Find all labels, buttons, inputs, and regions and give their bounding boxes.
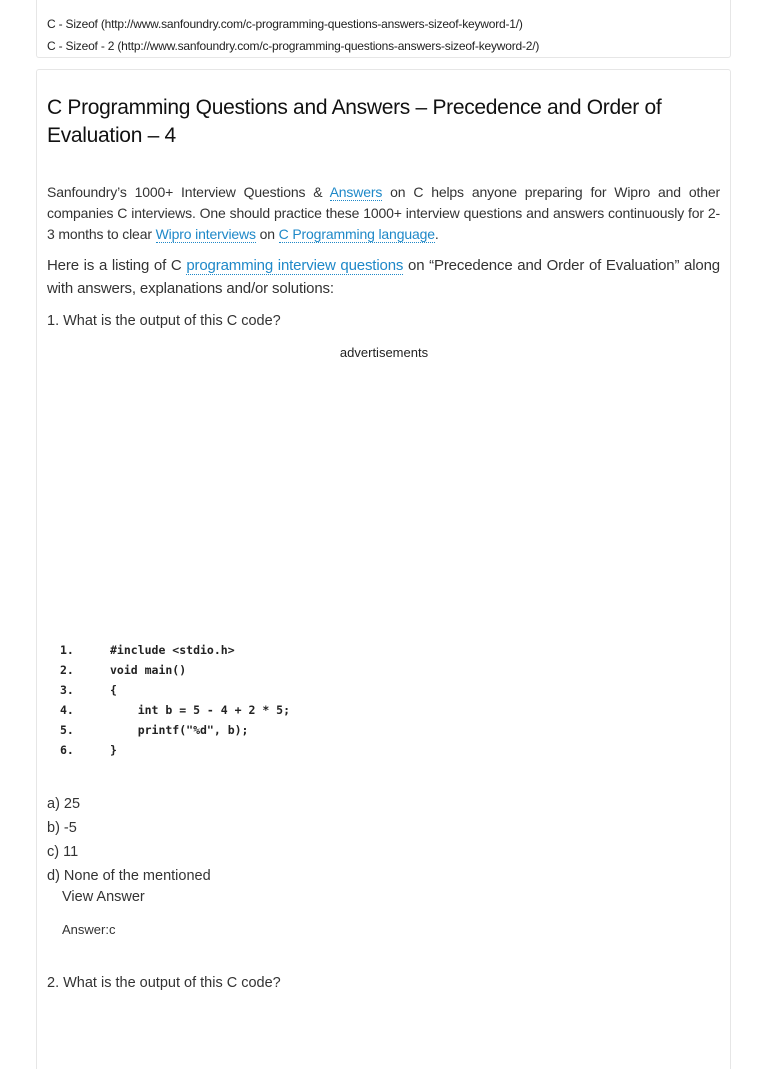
listing-text-1: Here is a listing of C [47,257,187,274]
code-line [52,660,452,680]
line-number: 2. [60,663,74,677]
answer-text: Answer:c [62,922,116,937]
intro-paragraph [47,182,720,245]
code-line [52,680,452,700]
related-link-sizeof-1[interactable]: C - Sizeof (http://www.sanfoundry.com/c-programming-questions-answers-sizeof-keyword-1/) [47,17,523,31]
code-text: { [110,683,117,697]
intro-text-3: on [255,226,279,242]
code-line [52,640,452,660]
option-b: b) -5 [47,820,77,836]
intro-text-1: Sanfoundry’s 1000+ Interview Questions & [47,184,330,200]
wipro-interviews-link[interactable]: Wipro interviews [155,226,256,242]
intro-text-4: . [434,226,439,242]
question-2-text: 2. What is the output of this C code? [47,975,281,991]
question-1-text: 1. What is the output of this C code? [47,313,281,329]
option-a: a) 25 [47,796,81,812]
line-number: 3. [60,683,74,697]
code-text: printf("%d", b); [110,723,249,737]
code-text: #include <stdio.h> [110,643,235,657]
programming-interview-questions-link[interactable]: programming interview questions [186,257,404,274]
listing-text-2: on “Precedence and Order of Evaluation” along with answers, explanations and/or solutions: [47,257,720,297]
answers-link[interactable]: Answers [329,184,383,200]
intro-text-2: on C helps anyone preparing for Wipro and other companies C interviews. One should practice these 1000+ interview questions and answers continuously for 2-3 months to clear [47,184,720,242]
option-d: d) None of the mentioned [47,868,211,884]
code-block [52,640,452,760]
page-title: C Programming Questions and Answers – Precedence and Order of Evaluation – 4 [47,96,662,147]
code-text: } [110,743,117,757]
code-line [52,740,452,760]
code-text: void main() [110,663,187,677]
line-number: 5. [60,723,74,737]
c-programming-language-link[interactable]: C Programming language [278,226,435,242]
view-answer-button[interactable]: View Answer [62,889,145,905]
advertisements-label: advertisements [339,345,429,360]
code-text: int b = 5 - 4 + 2 * 5; [110,703,291,717]
code-line [52,700,452,720]
related-link-sizeof-2[interactable]: C - Sizeof - 2 (http://www.sanfoundry.com/c-programming-questions-answers-sizeof-keyword-2/) [47,39,540,53]
code-line [52,720,452,740]
listing-paragraph [47,254,720,300]
line-number: 1. [60,643,74,657]
option-c: c) 11 [47,844,79,860]
line-number: 6. [60,743,74,757]
line-number: 4. [60,703,74,717]
